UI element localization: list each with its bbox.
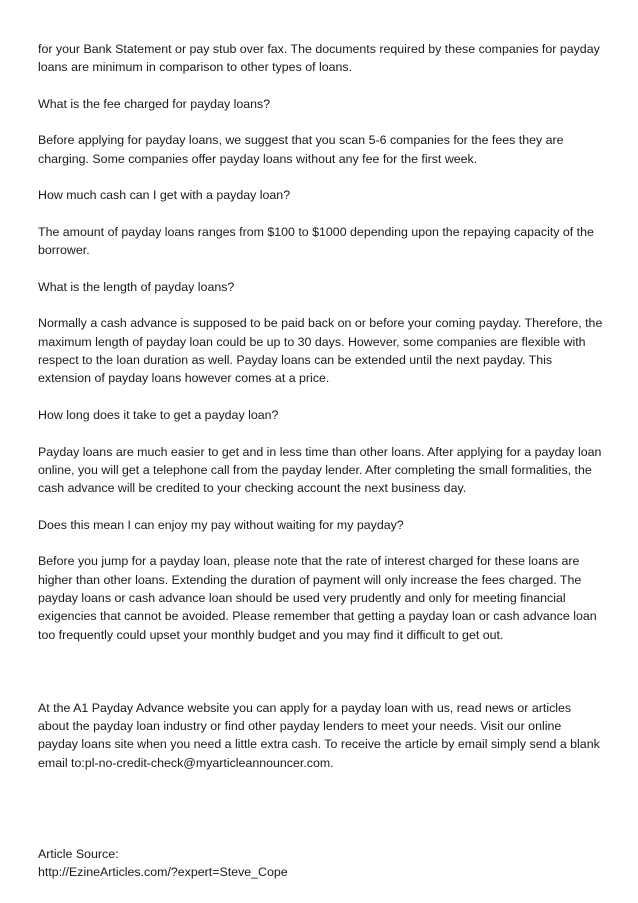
answer-amount: The amount of payday loans ranges from $100 to $1000 depending upon the repaying capacity of the borrower. xyxy=(38,224,594,258)
question-length: What is the length of payday loans? xyxy=(38,279,235,294)
answer-length: Normally a cash advance is supposed to be paid back on or before your coming payday. Therefore, the maximum length of payday loan could be up to 30 days. However, some companies are flexible with respect to the loan duration as well. Payday loans can be extended until the next payday. This extension of payday loans however comes at a price. xyxy=(38,316,603,386)
question-enjoy-pay: Does this mean I can enjoy my pay without waiting for my payday? xyxy=(38,517,404,532)
answer-enjoy-pay: Before you jump for a payday loan, please note that the rate of interest charged for these loans are higher than other loans. Extending the duration of payment will only increase the fees charged. The payday loans or cash advance loan should be used very prudently and only for meeting financial exigencies that cannot be avoided. Please remember that getting a payday loan or cash advance loan too frequently could upset your monthly budget and you may find it difficult to get out. xyxy=(38,554,597,642)
intro-paragraph: for your Bank Statement or pay stub over fax. The documents required by these companies for payday loans are minimum in comparison to other types of loans. xyxy=(38,42,600,75)
source-link[interactable]: http://EzineArticles.com/?expert=Steve_Cope xyxy=(38,865,288,880)
article-source xyxy=(38,845,603,882)
question-fee: What is the fee charged for payday loans? xyxy=(38,96,271,111)
document-page xyxy=(38,40,603,882)
question-time: How long does it take to get a payday loan? xyxy=(38,407,279,422)
answer-fee: Before applying for payday loans, we suggest that you scan 5-6 companies for the fees they are charging. Some companies offer payday loans without any fee for the first week. xyxy=(38,133,564,166)
question-amount: How much cash can I get with a payday loan? xyxy=(38,188,291,203)
closing-paragraph: At the A1 Payday Advance website you can apply for a payday loan with us, read news or articles about the payday loan industry or find other payday lenders to meet your needs. Visit our online payday loans site when you need a little extra cash. To receive the article by email simply send a blank email to:pl-no-credit-check@myarticleannouncer.com. xyxy=(38,700,600,770)
spacer xyxy=(38,790,603,845)
answer-time: Payday loans are much easier to get and in less time than other loans. After applying for a payday loan online, you will get a telephone call from the payday lender. After completing the small formalities, the cash advance will be credited to your checking account the next business day. xyxy=(38,444,602,496)
source-label: Article Source: xyxy=(38,847,119,862)
spacer xyxy=(38,662,603,699)
